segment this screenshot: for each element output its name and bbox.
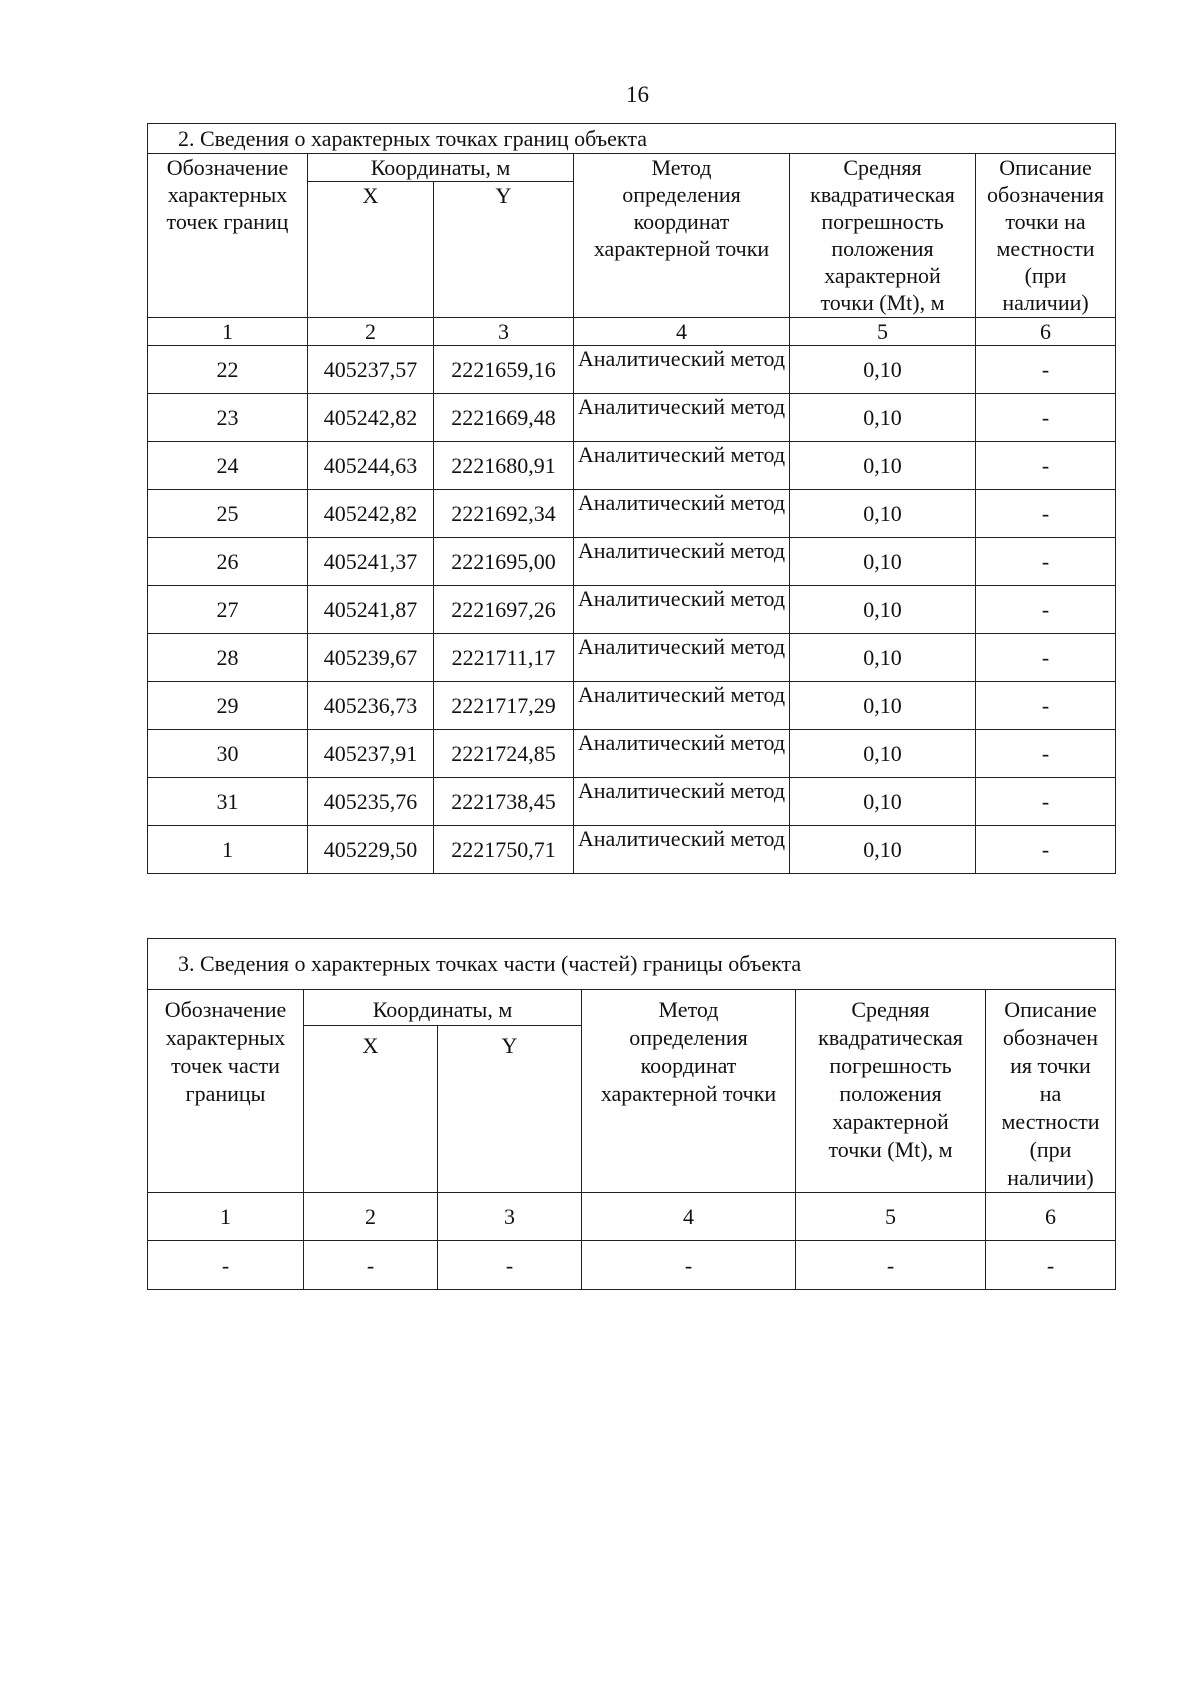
column-number: 4 — [582, 1193, 796, 1241]
cell-y: - — [438, 1241, 582, 1290]
cell-y: 2221692,34 — [434, 490, 574, 538]
cell-description: - — [976, 442, 1116, 490]
cell-y: 2221724,85 — [434, 730, 574, 778]
cell-x: 405242,82 — [308, 394, 434, 442]
header-designation: Обозначение характерных точек части границы — [148, 990, 304, 1193]
cell-y: 2221659,16 — [434, 346, 574, 394]
table-row — [148, 1241, 1116, 1290]
cell-point: 30 — [148, 730, 308, 778]
cell-error: 0,10 — [790, 538, 976, 586]
header-x: X — [304, 1026, 438, 1193]
cell-x: 405242,82 — [308, 490, 434, 538]
table-row — [148, 730, 1116, 778]
cell-y: 2221695,00 — [434, 538, 574, 586]
cell-y: 2221750,71 — [434, 826, 574, 874]
cell-y: 2221711,17 — [434, 634, 574, 682]
header-description: Описание обозначения точки на местности (при наличии) — [976, 154, 1116, 318]
cell-x: 405237,91 — [308, 730, 434, 778]
cell-error: 0,10 — [790, 778, 976, 826]
cell-x: - — [304, 1241, 438, 1290]
table-row — [148, 394, 1116, 442]
cell-point: 31 — [148, 778, 308, 826]
column-number: 3 — [434, 318, 574, 346]
cell-point: 25 — [148, 490, 308, 538]
cell-x: 405236,73 — [308, 682, 434, 730]
cell-point: - — [148, 1241, 304, 1290]
cell-point: 22 — [148, 346, 308, 394]
cell-error: 0,10 — [790, 394, 976, 442]
cell-y: 2221680,91 — [434, 442, 574, 490]
cell-method: Аналитический метод — [574, 394, 790, 442]
header-error: Средняя квадратическая погрешность положения характерной точки (Mt), м — [796, 990, 986, 1193]
cell-method: Аналитический метод — [574, 538, 790, 586]
cell-x: 405239,67 — [308, 634, 434, 682]
cell-x: 405241,37 — [308, 538, 434, 586]
section-title: 2. Сведения о характерных точках границ объекта — [148, 124, 1116, 154]
cell-method: Аналитический метод — [574, 730, 790, 778]
cell-method: Аналитический метод — [574, 586, 790, 634]
cell-error: 0,10 — [790, 826, 976, 874]
table-row — [148, 682, 1116, 730]
header-x: X — [308, 182, 434, 318]
cell-point: 27 — [148, 586, 308, 634]
cell-point: 26 — [148, 538, 308, 586]
cell-point: 28 — [148, 634, 308, 682]
table-row — [148, 826, 1116, 874]
cell-point: 24 — [148, 442, 308, 490]
cell-description: - — [976, 826, 1116, 874]
cell-description: - — [986, 1241, 1116, 1290]
cell-description: - — [976, 490, 1116, 538]
table-row — [148, 442, 1116, 490]
cell-method: Аналитический метод — [574, 442, 790, 490]
boundary-points-table — [147, 123, 1116, 874]
part-boundary-points-table — [147, 938, 1116, 1290]
header-designation: Обозначение характерных точек границ — [148, 154, 308, 318]
header-coordinates: Координаты, м — [308, 154, 574, 182]
header-method: Метод определения координат характерной точки — [582, 990, 796, 1193]
table-row — [148, 538, 1116, 586]
cell-y: 2221669,48 — [434, 394, 574, 442]
column-number: 6 — [976, 318, 1116, 346]
cell-error: 0,10 — [790, 346, 976, 394]
cell-description: - — [976, 778, 1116, 826]
section-title: 3. Сведения о характерных точках части (частей) границы объекта — [148, 939, 1116, 990]
cell-point: 29 — [148, 682, 308, 730]
cell-description: - — [976, 394, 1116, 442]
column-number: 1 — [148, 318, 308, 346]
header-method: Метод определения координат характерной точки — [574, 154, 790, 318]
table-row — [148, 490, 1116, 538]
header-y: Y — [434, 182, 574, 318]
cell-method: Аналитический метод — [574, 490, 790, 538]
column-number: 1 — [148, 1193, 304, 1241]
table-row — [148, 346, 1116, 394]
header-error: Средняя квадратическая погрешность положения характерной точки (Mt), м — [790, 154, 976, 318]
cell-y: 2221738,45 — [434, 778, 574, 826]
column-number: 6 — [986, 1193, 1116, 1241]
column-number: 5 — [796, 1193, 986, 1241]
cell-point: 1 — [148, 826, 308, 874]
cell-x: 405241,87 — [308, 586, 434, 634]
cell-error: 0,10 — [790, 634, 976, 682]
cell-x: 405237,57 — [308, 346, 434, 394]
column-number: 3 — [438, 1193, 582, 1241]
column-number: 2 — [304, 1193, 438, 1241]
cell-description: - — [976, 682, 1116, 730]
cell-x: 405244,63 — [308, 442, 434, 490]
cell-error: 0,10 — [790, 490, 976, 538]
cell-error: - — [796, 1241, 986, 1290]
cell-description: - — [976, 346, 1116, 394]
header-coordinates: Координаты, м — [304, 990, 582, 1026]
table-row — [148, 586, 1116, 634]
cell-y: 2221697,26 — [434, 586, 574, 634]
cell-method: Аналитический метод — [574, 826, 790, 874]
cell-method: Аналитический метод — [574, 346, 790, 394]
table-row — [148, 778, 1116, 826]
header-description: Описание обозначен ия точки на местности (при наличии) — [986, 990, 1116, 1193]
column-numbers-row — [148, 318, 1116, 346]
cell-point: 23 — [148, 394, 308, 442]
cell-error: 0,10 — [790, 730, 976, 778]
cell-y: 2221717,29 — [434, 682, 574, 730]
column-numbers-row — [148, 1193, 1116, 1241]
cell-description: - — [976, 586, 1116, 634]
cell-error: 0,10 — [790, 586, 976, 634]
header-y: Y — [438, 1026, 582, 1193]
column-number: 5 — [790, 318, 976, 346]
cell-method: - — [582, 1241, 796, 1290]
table-row — [148, 634, 1116, 682]
cell-method: Аналитический метод — [574, 634, 790, 682]
cell-method: Аналитический метод — [574, 778, 790, 826]
page-number: 16 — [626, 82, 649, 107]
cell-description: - — [976, 634, 1116, 682]
column-number: 4 — [574, 318, 790, 346]
cell-x: 405235,76 — [308, 778, 434, 826]
cell-error: 0,10 — [790, 442, 976, 490]
cell-x: 405229,50 — [308, 826, 434, 874]
cell-description: - — [976, 730, 1116, 778]
cell-description: - — [976, 538, 1116, 586]
column-number: 2 — [308, 318, 434, 346]
cell-method: Аналитический метод — [574, 682, 790, 730]
cell-error: 0,10 — [790, 682, 976, 730]
